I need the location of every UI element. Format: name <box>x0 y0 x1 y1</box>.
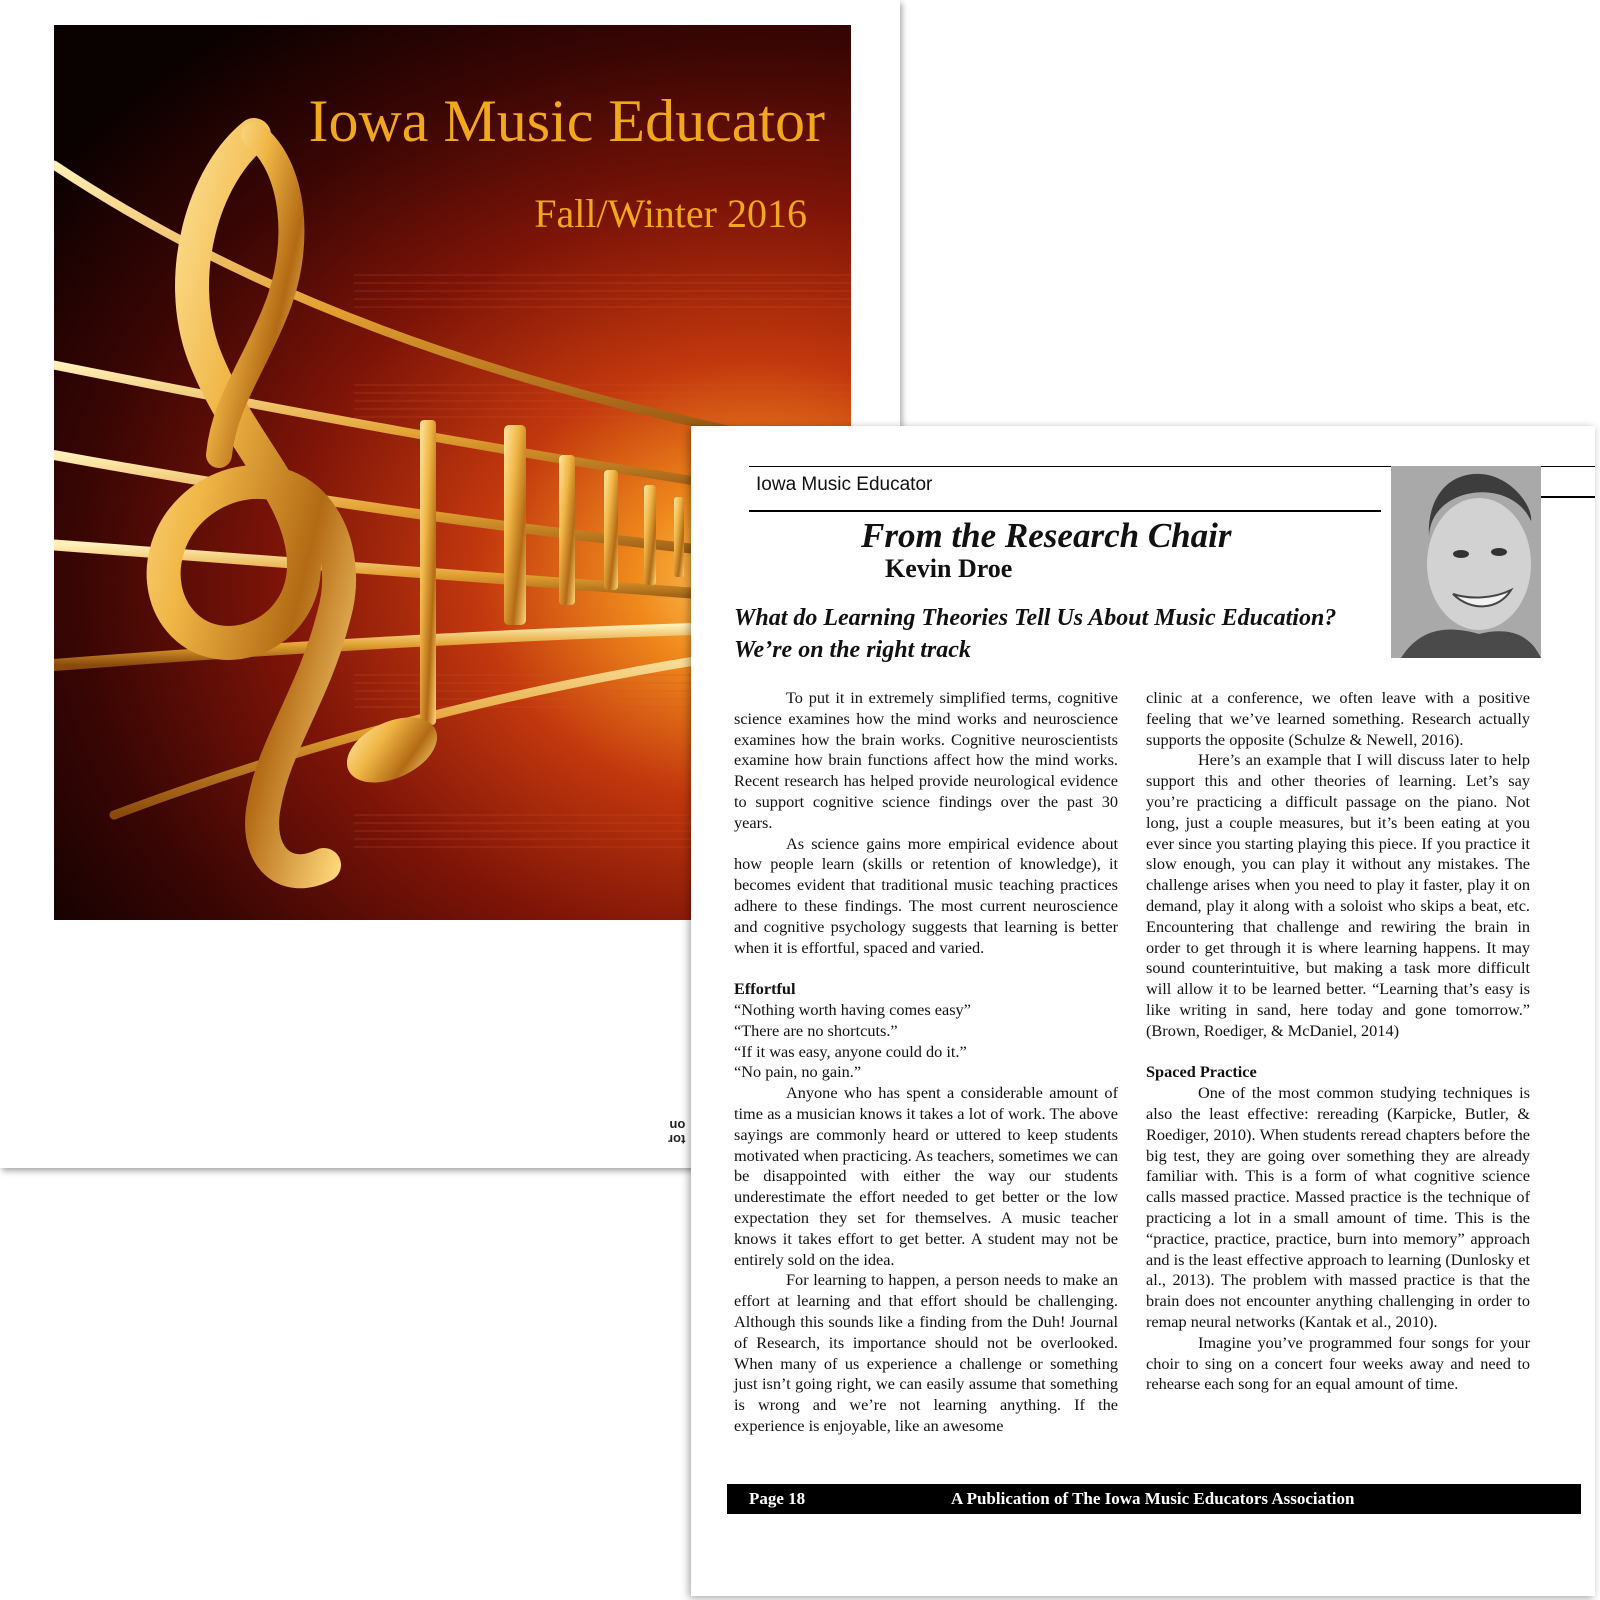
mirrored-text-fragment: tor on <box>668 1118 686 1147</box>
quote-line: “There are no shortcuts.” <box>734 1020 898 1040</box>
paragraph: To put it in extremely simplified terms, cognitive science examines how the mind works and neuroscience examines how the brain works. Cognitive neuroscientists examine how brain functions affect how the mind works. Recent research has helped provide neurological evidence to support cognitive science findings over the past 30 years. <box>734 688 1118 832</box>
article-author: Kevin Droe <box>885 554 1013 583</box>
cover-issue-date: Fall/Winter 2016 <box>534 191 807 236</box>
article-title: From the Research Chair <box>861 516 1232 555</box>
running-header: Iowa Music Educator <box>756 474 933 495</box>
right-column <box>1146 688 1530 1395</box>
subtitle-line: We’re on the right track <box>734 637 971 663</box>
article-subtitle <box>734 602 1336 666</box>
publication-line: A Publication of The Iowa Music Educators Association <box>951 1489 1355 1508</box>
paragraph: Anyone who has spent a considerable amount of time as a musician knows it takes a lot of work. The above sayings are commonly heard or uttered to keep students motivated when practicing. As teachers, sometimes we can be disappointed with either the way our students underestimate the effort needed to get better or the low expectation they set for themselves. A music teacher knows it takes effort to get better. A student may not be entirely sold on the idea. <box>734 1083 1118 1269</box>
quote-line: “No pain, no gain.” <box>734 1062 862 1082</box>
article-page <box>691 426 1595 1596</box>
author-portrait-image <box>1391 466 1541 658</box>
paragraph: Imagine you’ve programmed four songs for your choir to sing on a concert four weeks away and need to rehearse each song for an equal amount of time. <box>1146 1332 1530 1394</box>
quote-line: “If it was easy, anyone could do it.” <box>734 1041 967 1061</box>
header-rule <box>1536 496 1595 498</box>
quote-line: “Nothing worth having comes easy” <box>734 999 971 1019</box>
paragraph: For learning to happen, a person needs to make an effort at learning and that effort should be challenging. Although this sounds like a finding from the Duh! Journal of Research, its importance should not be overlooked. When many of us experience a challenge or something just isn’t going right, we can easily assume that something is wrong and we’re not learning anything. If the experience is enjoyable, like an awesome <box>734 1270 1118 1435</box>
subtitle-line: What do Learning Theories Tell Us About Music Education? <box>734 605 1337 631</box>
paragraph: Here’s an example that I will discuss later to help support this and other theories of learning. Let’s say you’re practicing a difficult passage on the piano. Not long, just a couple measures, but it’s been eating at you ever since you starting playing this piece. If you practice it slow enough, you can play it without any mistakes. The challenge arises when you need to play it faster, play it on demand, play it along with a soloist who skips a beat, etc. Encountering that challenge and rewiring the brain in order to get through it is where learning happens. It may sound counterintuitive, but making a task more difficult will allow it to be learned better. “Learning that’s easy is like writing in sand, here today and gone tomorrow.” (Brown, Roediger, & McDaniel, 2014) <box>1146 750 1530 1040</box>
author-photo <box>1391 466 1541 658</box>
paragraph: clinic at a conference, we often leave with a positive feeling that we’ve learned something. Research actually supports the opposite (Schulze & Newell, 2016). <box>1146 688 1530 749</box>
section-heading: Effortful <box>734 979 796 999</box>
page-footer <box>727 1484 1581 1514</box>
paragraph: As science gains more empirical evidence about how people learn (skills or retention of knowledge), it becomes evident that traditional music teaching practices adhere to these findings. The most current neuroscience and cognitive psychology suggests that learning is better when it is effortful, spaced and varied. <box>734 833 1118 957</box>
cover-title: Iowa Music Educator <box>308 88 825 154</box>
page-number: Page 18 <box>749 1489 806 1508</box>
paragraph: One of the most common studying techniques is also the least effective: rereading (Karpicke, Butler, & Roediger, 2010). When students reread chapters before the big test, they are going over something they are already familiar with. This is a form of what cognitive science calls massed practice. Massed practice is the technique of practicing a lot in a small amount of time. This is the “practice, practice, practice, burn into memory” approach and is the least effective approach to learning (Dunlosky et al., 2013). The problem with massed practice is that the brain does not encounter anything challenging in order to remap neural networks (Kantak et al., 2010). <box>1146 1083 1530 1331</box>
header-rule <box>749 510 1381 512</box>
left-column <box>734 688 1118 1437</box>
section-heading: Spaced Practice <box>1146 1062 1257 1082</box>
